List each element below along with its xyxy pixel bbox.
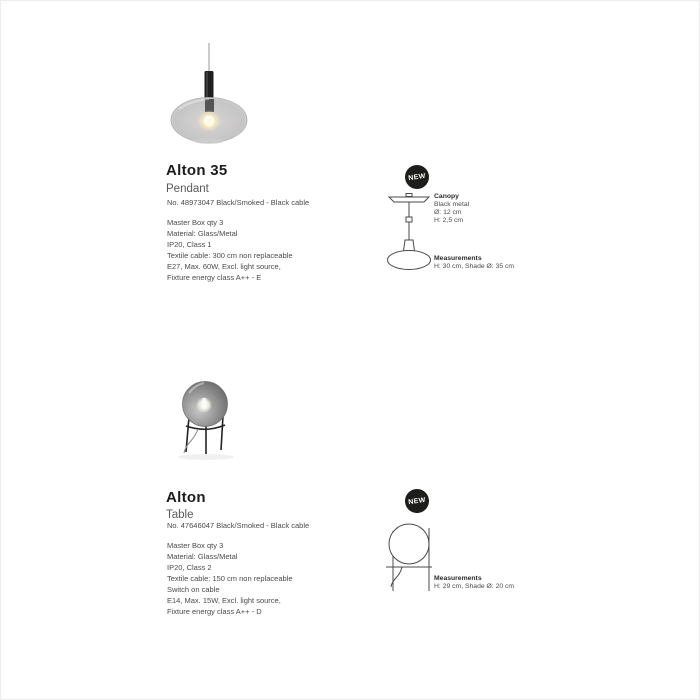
- spec-line: Fixture energy class A++ - D: [167, 607, 262, 616]
- pendant-technical-drawing: [385, 193, 435, 281]
- table-lamp-photo-illustration: [156, 369, 266, 474]
- measurements-title: Measurements: [434, 575, 482, 582]
- canopy-info: [434, 193, 469, 225]
- spec-line: Textile cable: 300 cm non replaceable: [167, 251, 293, 260]
- product-title: Alton: [166, 489, 206, 506]
- product-specs: [167, 217, 293, 283]
- measurements-info: [434, 255, 514, 271]
- canopy-line: Ø: 12 cm: [434, 209, 462, 216]
- spec-line: Fixture energy class A++ - E: [167, 273, 262, 282]
- measurements-value: H: 29 cm, Shade Ø: 20 cm: [434, 583, 515, 590]
- spec-line: Material: Glass/Metal: [167, 229, 238, 238]
- new-badge: NEW: [403, 487, 430, 514]
- spec-line: Master Box qty 3: [167, 218, 224, 227]
- pendant-drawing-illustration: [385, 193, 435, 281]
- product-title: Alton 35: [166, 162, 228, 179]
- product-specs: [167, 540, 293, 617]
- measurements-title: Measurements: [434, 255, 482, 262]
- product-type: Table: [166, 509, 194, 521]
- spec-line: Master Box qty 3: [167, 541, 224, 550]
- spec-line: E27, Max. 60W, Excl. light source,: [167, 262, 281, 271]
- table-lamp-drawing-illustration: [386, 515, 441, 595]
- product-item-number: No. 48973047 Black/Smoked - Black cable: [167, 198, 310, 207]
- product-item-number: No. 47646047 Black/Smoked - Black cable: [167, 521, 310, 530]
- table-lamp-product-photo: [156, 369, 266, 474]
- product-type: Pendant: [166, 183, 209, 195]
- measurements-value: H: 30 cm, Shade Ø: 35 cm: [434, 263, 515, 270]
- pendant-product-photo: [151, 39, 271, 149]
- canopy-line: Black metal: [434, 201, 470, 208]
- spec-line: Material: Glass/Metal: [167, 552, 238, 561]
- spec-line: E14, Max. 15W, Excl. light source,: [167, 596, 281, 605]
- spec-line: Switch on cable: [167, 585, 220, 594]
- new-badge: NEW: [403, 163, 430, 190]
- pendant-photo-illustration: [151, 39, 271, 149]
- spec-line: IP20, Class 1: [167, 240, 212, 249]
- spec-line: IP20, Class 2: [167, 563, 212, 572]
- canopy-line: H: 2,5 cm: [434, 217, 464, 224]
- spec-line: Textile cable: 150 cm non replaceable: [167, 574, 293, 583]
- measurements-info: [434, 575, 514, 591]
- canopy-title: Canopy: [434, 193, 459, 200]
- table-lamp-technical-drawing: [386, 515, 441, 595]
